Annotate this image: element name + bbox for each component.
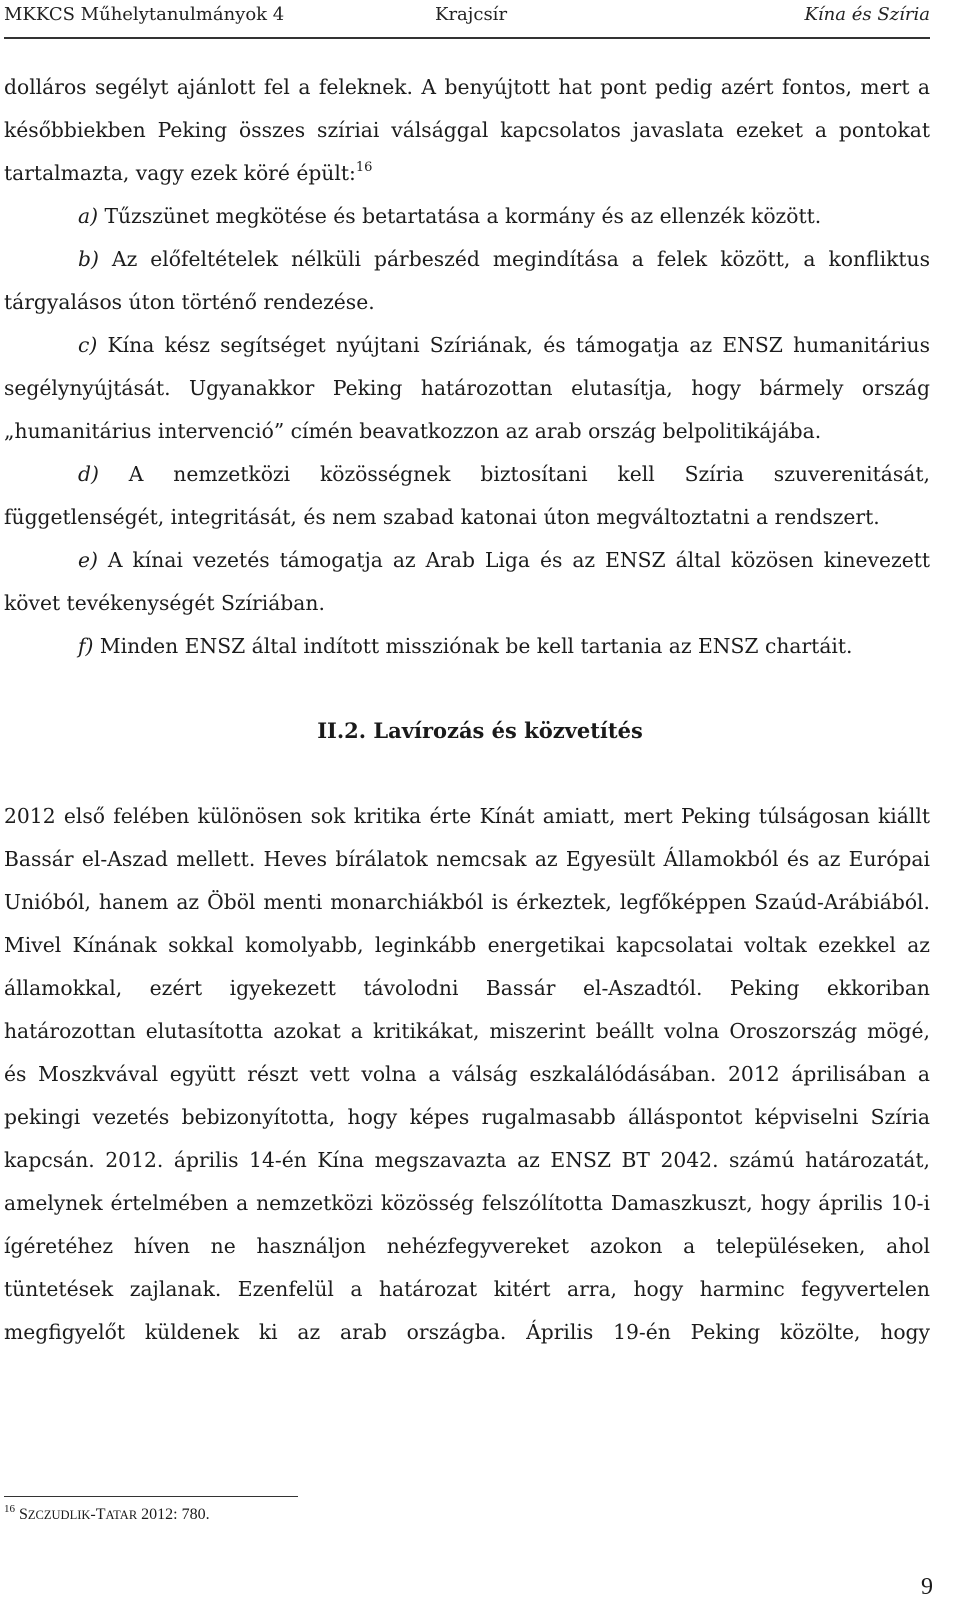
point-a-label: a) [78,204,99,228]
paragraph-line: amelynek értelmében a nemzetközi közösség felszólította Damaszkuszt, hogy április 10-i [4,1191,930,1215]
point-a-text: Tűzszünet megkötése és betartatása a kormány és az ellenzék között. [98,204,822,228]
header-chapter-title: Kína és Szíria [804,4,930,25]
paragraph-line: ígéretéhez híven ne használjon nehézfegyvereket azokon a településeken, ahol [4,1234,930,1258]
paragraph-line: Mivel Kínának sokkal komolyabb, leginkább energetikai kapcsolatai voltak ezekkel az [4,933,930,957]
footnote-author-initial: S [19,1506,28,1523]
point-e-text-1: A kínai vezetés támogatja az Arab Liga és az ENSZ által közösen kinevezett [97,548,930,572]
header-rule [4,37,930,39]
paragraph-line: pekingi vezetés bebizonyította, hogy képes rugalmasabb álláspontot képviselni Szíria [4,1105,930,1129]
footnote-number: 16 [4,1503,15,1515]
footnote-citation [19,1506,210,1523]
paragraph-line: és Moszkvával együtt részt vett volna a válság eszkalálódásában. 2012 áprilisában a [4,1062,930,1086]
point-f-label: f) [78,634,94,658]
point-a [4,195,930,238]
footnote-rule [4,1496,298,1497]
paragraph-line: tüntetések zajlanak. Ezenfelül a határozat kitért arra, hogy harminc fegyvertelen [4,1277,930,1301]
footnote-year-page: 2012: 780. [137,1506,210,1523]
point-e-line-1 [4,539,930,582]
point-c-line-1 [4,324,930,367]
page-number: 9 [921,1574,933,1600]
header-series-title: MKKCS Műhelytanulmányok 4 [4,4,285,25]
page-header [4,4,930,30]
footnote-author-dash: -T [90,1506,106,1523]
point-f [4,625,930,668]
intro-line-2: későbbiekben Peking összes szíriai válsággal kapcsolatos javaslata ezeket a pontokat [4,118,930,142]
header-author: Krajcsír [435,4,508,25]
paragraph-line: kapcsán. 2012. április 14-én Kína megszavazta az ENSZ BT 2042. számú határozatát, [4,1148,930,1172]
intro-line-1: dolláros segélyt ajánlott fel a feleknek. A benyújtott hat pont pedig azért fontos, mert a [4,75,930,99]
point-b-text-1: Az előfeltételek nélküli párbeszéd megindítása a felek között, a konfliktus [98,247,930,271]
footnote-author-smallcaps-2: ATAR [105,1508,138,1522]
footnote [4,1503,210,1524]
intro-line-3 [4,152,930,195]
point-f-text: Minden ENSZ által indított missziónak be kell tartania az ENSZ chartáit. [93,634,853,658]
point-b-label: b) [78,247,99,271]
point-d-text-1: A nemzetközi közösségnek biztosítani kell Szíria szuverenitását, [98,462,930,486]
point-c-line-3: „humanitárius intervenció” címén beavatkozzon az arab ország belpolitikájába. [4,419,822,443]
point-c-line-2: segélynyújtását. Ugyanakkor Peking határozottan elutasítja, hogy bármely ország [4,376,930,400]
point-e-label: e) [78,548,98,572]
footnote-reference: 16 [355,160,373,175]
point-c-text-1: Kína kész segítséget nyújtani Szíriának, és támogatja az ENSZ humanitárius [97,333,930,357]
point-list-block [4,66,930,668]
section-heading: II.2. Lavírozás és közvetítés [317,718,643,743]
point-d-label: d) [78,462,99,486]
point-b-line-1 [4,238,930,281]
footnote-author-smallcaps: ZCZUDLIK [27,1508,91,1522]
paragraph-line: 2012 első felében különösen sok kritika érte Kínát amiatt, mert Peking túlságosan kiállt [4,804,930,828]
paragraph-line: határozottan elutasította azokat a kritikákat, miszerint beállt volna Oroszország mögé, [4,1019,930,1043]
point-d-line-1 [4,453,930,496]
paragraph-line: államokkal, ezért igyekezett távolodni Bassár el-Aszadtól. Peking ekkoriban [4,976,930,1000]
paragraph-line: Bassár el-Aszad mellett. Heves bírálatok nemcsak az Egyesült Államokból és az Európai [4,847,930,871]
point-e-line-2: követ tevékenységét Szíriában. [4,591,325,615]
point-c-label: c) [78,333,98,357]
intro-text: tartalmazta, vagy ezek köré épült: [4,161,356,185]
main-paragraph [4,795,930,1354]
paragraph-line: Unióból, hanem az Öböl menti monarchiákból is érkeztek, legfőképpen Szaúd-Arábiából. [4,890,930,914]
paragraph-line: megfigyelőt küldenek ki az arab országba. Április 19-én Peking közölte, hogy [4,1320,930,1344]
point-b-line-2: tárgyalásos úton történő rendezése. [4,290,375,314]
point-d-line-2: függetlenségét, integritását, és nem szabad katonai úton megváltoztatni a rendszert. [4,505,880,529]
